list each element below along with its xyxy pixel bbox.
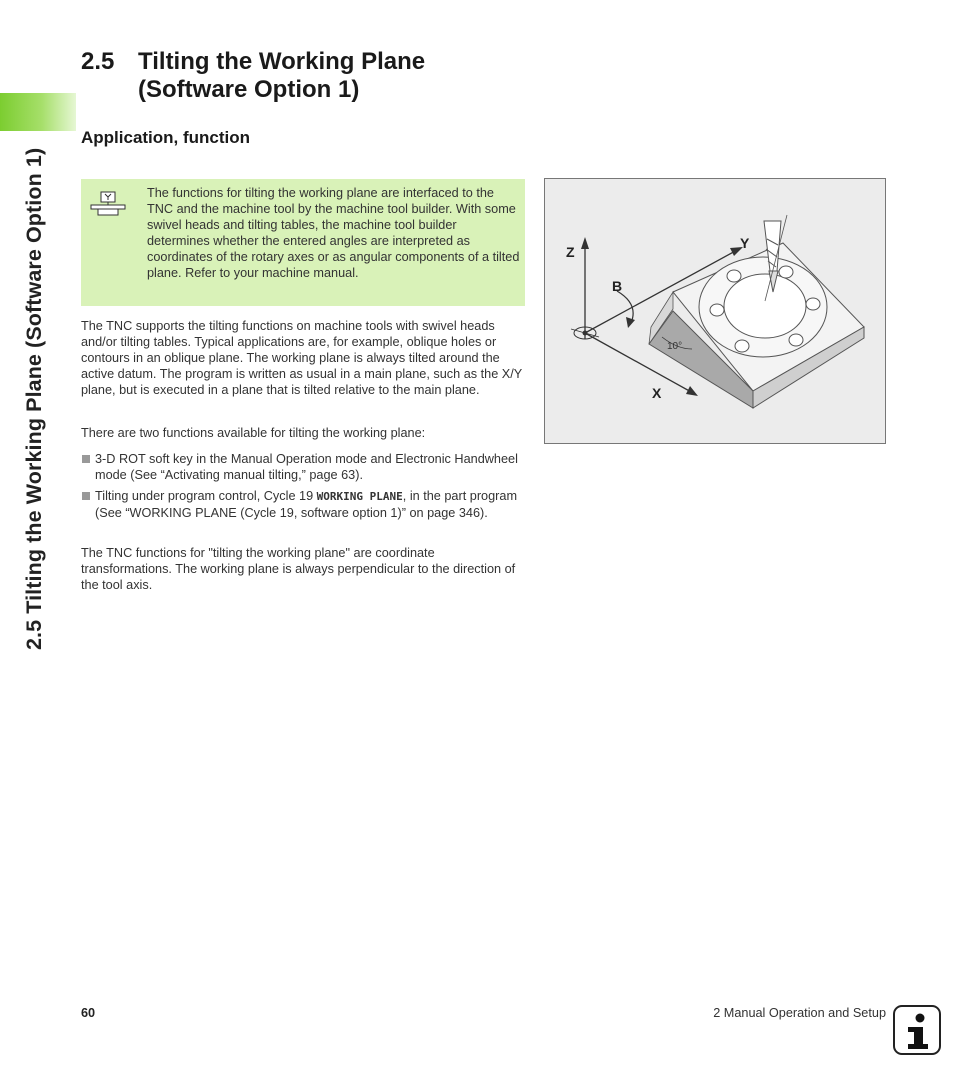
chapter-title: 2 Manual Operation and Setup bbox=[713, 1006, 886, 1020]
chapter-tab-marker bbox=[0, 93, 76, 131]
bullet-text-post: , in the part program (See “WORKING PLANE (Cycle 19, software option 1)” on page 346). bbox=[95, 489, 518, 520]
body-paragraph-3 bbox=[81, 545, 525, 593]
paragraph: There are two functions available for tilting the working plane: bbox=[81, 426, 426, 440]
list-item bbox=[81, 451, 525, 483]
axis-label-z: Z bbox=[566, 244, 575, 260]
info-glyph-icon bbox=[895, 1007, 939, 1053]
title-line-2: (Software Option 1) bbox=[138, 76, 360, 103]
subheading: Application, function bbox=[81, 128, 251, 147]
bullet-text: 3-D ROT soft key in the Manual Operation mode and Electronic Handwheel mode (See “Activating manual tilting,” page 63). bbox=[95, 452, 518, 482]
paragraph: The TNC functions for "tilting the working plane" are coordinate transformations. The working plane is always perpendicular to the direction of the tool axis. bbox=[81, 546, 516, 592]
side-section-title: 2.5 Tilting the Working Plane (Software Option 1) bbox=[22, 147, 46, 650]
axis-label-b: B bbox=[612, 278, 623, 294]
list-item bbox=[81, 488, 525, 521]
axis-label-x: X bbox=[652, 385, 662, 401]
page-number: 60 bbox=[81, 1006, 96, 1020]
cycle-code: WORKING PLANE bbox=[316, 490, 403, 503]
bullet-list bbox=[81, 451, 525, 521]
title-line-1: Tilting the Working Plane bbox=[138, 48, 426, 75]
section-number: 2.5 bbox=[81, 48, 115, 75]
bullet-square-icon bbox=[82, 455, 90, 463]
info-icon bbox=[893, 1005, 941, 1055]
tilted-plane-figure bbox=[544, 178, 886, 444]
angle-label: 10° bbox=[667, 341, 683, 352]
machine-note-box bbox=[81, 179, 525, 306]
machine-tool-icon bbox=[90, 191, 126, 217]
body-paragraph-2 bbox=[81, 425, 525, 441]
axis-label-y: Y bbox=[740, 235, 750, 251]
bullet-text-pre: Tilting under program control, Cycle 19 bbox=[95, 489, 317, 503]
paragraph: The TNC supports the tilting functions on machine tools with swivel heads and/or tilting tables. Typical applications are, for example, oblique holes or contours in an oblique plane. The working plane is always tilted around the active datum. The program is written as usual in a main plane, such as the X/Y plane, but is executed in a plane that is tilted relative to the main plane. bbox=[81, 319, 523, 397]
body-paragraph-1 bbox=[81, 318, 525, 398]
bullet-square-icon bbox=[82, 492, 90, 500]
note-text: The functions for tilting the working plane are interfaced to the TNC and the machine tool by the machine tool builder. With some swivel heads and tilting tables, the machine tool builder determines whether the entered angles are interpreted as coordinates of the rotary axes or as angular components of a tilted plane. Refer to your machine manual. bbox=[147, 186, 520, 280]
page-title bbox=[81, 48, 425, 104]
tilted-plane-illustration bbox=[545, 179, 885, 443]
